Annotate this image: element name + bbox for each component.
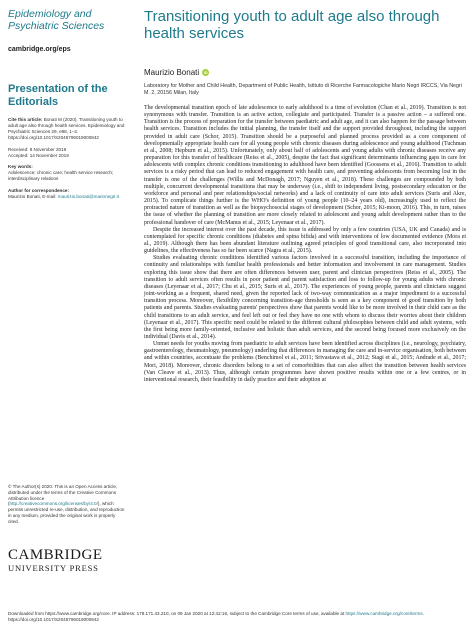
footer-doi: . https://doi.org/10.1017/S2045796019000842 <box>8 611 424 622</box>
journal-url[interactable]: cambridge.org/eps <box>8 46 71 53</box>
citation-block <box>8 117 130 141</box>
correspondence-label: Author for correspondence: <box>8 188 69 194</box>
correspondence-email[interactable]: maurizio.bonati@marionegri.it <box>57 194 119 200</box>
accepted-date: Accepted: 14 November 2019 <box>8 152 69 158</box>
journal-name: Epidemiology and Psychiatric Sciences <box>8 8 105 32</box>
article-type-heading: Presentation of the Editorials <box>8 83 108 108</box>
license-link[interactable]: http://creativecommons.org/licenses/by/4.0/ <box>9 501 98 507</box>
orcid-icon[interactable]: iD <box>203 70 208 75</box>
body-paragraph: Unmet needs for youths moving from paediatric to adult services have been identified across disciplines (i.e., neurology, psychiatry, gastroenterology, rheumatology, pneumology) underling that differences in managing the care and in-service organisation, both between and within countries, accentuate the problems (Benchimol et al., 2011; Srivastava et al., 2012; Stagi et al., 2015; Andrade et al., 2017; Mori, 2018). Moreover, chronic disorders belong to a set of comorbidities that can also affect the transition between health services (Van Cleave et al., 2013). Thus, although certain programmes have shown positive results within one or a few centres, or in interventional research, their feasibility in daily practice and their adoption at <box>144 341 466 383</box>
body-paragraph: Studies evaluating chronic conditions identified various factors involved in a successful transition, including the importance of continuity and relationships with familiar health professionals and better information and involvement in care management. Studies exploring this issue show that there are often differences between user, parent and clinician perspectives (Reiss et al., 2005). The transition to adult services often results in poor patient and parent satisfaction and loss to follow-up for young adults with chronic diseases (Leyenaar et al., 2017; Chu et al., 2015; Suris et al., 2017). The experiences of young people, parents and clinicians suggest joint-working as a frequent, shared need, given the reported lack of two-way communication as a major impediment to a successful transition process. Moreover, flexibility concerning transition-age thresholds is seen as a key component of good transition by both patients and parents. Studies evaluating parents' perspectives show that parents would like to be more involved in their child care as the child transitions to an adult service, and feel left out or feel they have no one with whom to discuss their worries about their children (Leyenaar et al., 2017). This specific need could be related to the different cultural philosophies between child and adult systems, with the first being more family-oriented, inclusive and holistic than adult services, and the second being focused more exclusively on the individual (Davis et al., 2014). <box>144 255 466 340</box>
affiliation: Laboratory for Mother and Child Health, Department of Public Health, Istituto di Ricerche Farmacologiche Mario Negri IRCCS, Via Negri M. 2, 20156 Milan, Italy <box>144 83 462 96</box>
dates-block <box>8 147 130 159</box>
cite-text: Bonati M (2020). Transitioning youth to adult age also through health services. Epidemiology and Psychiatric Sciences 29, e88, 1–2. https://doi.org/10.1017/S2045796019000842 <box>8 117 125 140</box>
open-access-notice <box>8 484 126 525</box>
oa-text-2: ), which permits unrestricted re-use, distribution, and reproduction in any medium, provided the original work is properly cited. <box>8 501 125 524</box>
received-date: Received: 8 November 2019 <box>8 146 67 152</box>
correspondence-text: Maurizio Bonati, E-mail: <box>8 194 57 200</box>
sidebar <box>8 8 130 200</box>
body-paragraph: The developmental transition epoch of late adolescence to early adulthood is a time of evolution (Chan et al., 2019). Transition is not synonymous with transfer. Transition is an active action, collegiate and participated. Transfer is a passive action – a suffered one. Transition is the process of preparation for the transfer between paediatric and adult age, and it can also happen for the passage between health services. Transition includes the initial planning, the transfer itself and the support provided throughout, including the support provided in adult care (Schor, 2015). Transition should be a purposeful and planned process provided as a core component of developmentally appropriate health care for all young people with chronic diseases during adolescence and young adulthood (Tuchman et al., 2008; Hepburn et al., 2015). Unfortunately, only about half of adolescents and young adults with chronic diseases receive any preparation for this transfer of healthcare (Reiss et al., 2005), despite the fact that significant determinants influencing gaps in care for adolescents with complex chronic conditions transitioning to adulthood have been identified (Goossens et al., 2016). Transition to adult services is a risky period that can lead to reduced engagement with health care, and preventing adolescents from becoming lost in the transfer is one of the challenges (Willis and McDonagh, 2017; Nguyen et al., 2018). These challenges are compounded by both multiple, concurrent developmental transitions that may be underway (i.e., shift to independent living, postsecondary education or the workforce and personal and peer relationships/social networks) and a lack of continuity of care into adult services (Suris and Akre, 2015). To complicate things further is the WHO's definition of young people (10–24 years old), increasingly used to reflect the protracted nature of transition as well as the biopsychosocial stages of development (Schor, 2015; Ki-moon, 2016). This, in turn, raises the issue of whether the planning of transition are more closely related to adolescent and young adult development rather than to the professional handover of care (McManus et al., 2015; Leyenaar et al., 2017). <box>144 105 466 226</box>
author-name: Maurizio Bonati <box>144 68 200 77</box>
publisher-name: CAMBRIDGE <box>8 547 103 563</box>
keywords-label: Key words: <box>8 164 33 170</box>
publisher-subname: UNIVERSITY PRESS <box>8 563 99 573</box>
oa-text: © The Author(s) 2020. This is an Open Access article, distributed under the terms of the Creative Commons Attribution licence ( <box>8 484 118 507</box>
cite-label: Cite this article: <box>8 117 43 122</box>
main-content <box>144 8 466 384</box>
publisher-logo <box>8 548 126 573</box>
download-footer <box>8 611 468 623</box>
correspondence-block <box>8 188 130 200</box>
footer-text: Downloaded from https://www.cambridge.org/core. IP address: 178.171.43.210, on 09 Jan 2020 at 12:42:16, subject to the Cambridge Core terms of use, available at <box>8 611 345 616</box>
article-title: Transitioning youth to adult age also through health services <box>144 8 440 42</box>
article-body <box>144 105 466 384</box>
author-line <box>144 68 466 77</box>
terms-link[interactable]: https://www.cambridge.org/core/terms <box>345 611 423 616</box>
keywords-block <box>8 164 130 182</box>
body-paragraph: Despite the increased interest over the past decade, this issue is addressed by only a few countries (USA, UK and Canada) and is contemplated for specific chronic conditions (diabetes and spina bifida) and with interventions of low documented evidence (Mora et al., 2019). Although there has been abundant literature outlining agreed principles of good transitional care, also incorporated into guidelines, the effectiveness has so far been scarce (Nagra et al., 2015). <box>144 226 466 255</box>
keywords-text: Adolescence; chronic care; health service research; interdisciplinary relations <box>8 170 114 182</box>
